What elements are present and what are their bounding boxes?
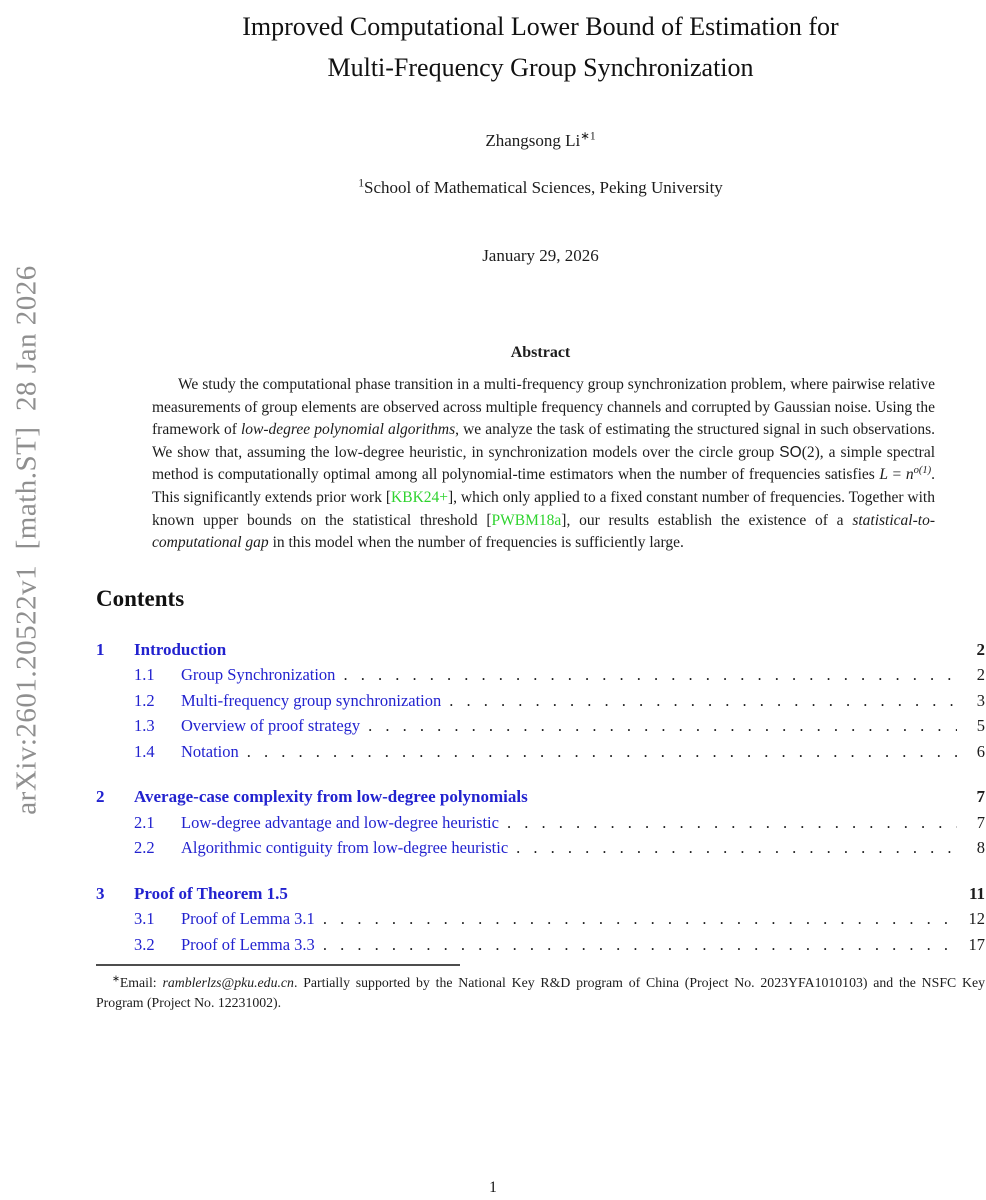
toc-subsection-title[interactable]: Group Synchronization — [181, 665, 336, 685]
text-segment: ], our results establish the existence of a — [561, 511, 853, 529]
abstract-heading: Abstract — [510, 344, 571, 361]
text-segment: SO — [779, 443, 802, 461]
affiliation-superscript: 1 — [358, 176, 364, 190]
toc-subsection-number: 1.4 — [134, 741, 155, 761]
toc-subsection-1-1[interactable] — [96, 662, 985, 688]
text-segment: ramblerlzs@pku.edu.cn — [162, 975, 294, 991]
toc-page-number: 3 — [976, 690, 985, 710]
toc-dot-leader — [516, 835, 957, 861]
author-line — [96, 131, 985, 151]
footnote-rule — [96, 964, 460, 966]
toc-subsection-2-2[interactable] — [96, 835, 985, 861]
toc-subsection-number: 3.1 — [134, 909, 155, 929]
toc-page-number: 12 — [968, 909, 985, 929]
date: January 29, 2026 — [482, 246, 599, 265]
toc-subsection-number: 1.1 — [134, 665, 155, 685]
toc-subsection-1-3[interactable] — [96, 713, 985, 739]
toc-page-number: 8 — [976, 838, 985, 858]
toc-dot-leader — [343, 662, 957, 688]
toc-subsection-number: 2.1 — [134, 812, 155, 832]
author-superscript: ∗1 — [580, 129, 596, 143]
toc-dot-leader — [323, 906, 957, 932]
toc-subsection-title[interactable]: Algorithmic contiguity from low-degree heuristic — [181, 838, 509, 858]
toc-section-number: 3 — [96, 883, 105, 903]
text-segment: Email: — [119, 975, 163, 991]
toc-subsection-title[interactable]: Multi-frequency group synchronization — [181, 690, 442, 710]
text-segment: . This significantly extends prior work [ — [152, 466, 935, 506]
text-segment: We study the computational phase transition in a multi-frequency group synchronization problem, where pairwise relative measurements of group elements are observed across multiple frequency channels and corrupted by Gaussian noise. Using the framework of — [152, 376, 935, 439]
text-segment: statistical-to-computational gap — [152, 511, 935, 552]
toc-dot-leader — [247, 739, 957, 765]
toc-section-number: 2 — [96, 787, 105, 807]
toc-subsection-title[interactable]: Proof of Lemma 3.3 — [181, 934, 315, 954]
author-name: Zhangsong Li — [485, 131, 581, 150]
toc-subsection-title[interactable]: Proof of Lemma 3.1 — [181, 909, 315, 929]
toc-dot-leader — [507, 810, 957, 836]
toc-subsection-title[interactable]: Low-degree advantage and low-degree heuristic — [181, 812, 499, 832]
main-column — [96, 0, 985, 1013]
toc-dot-leader — [449, 688, 957, 714]
text-segment: , we analyze the task of estimating the structured signal in such observations. We show that, assuming the low-degree heuristic, in synchronization models over the circle group — [152, 421, 936, 461]
arxiv-watermark: arXiv:2601.20522v1 [math.ST] 28 Jan 2026 — [10, 265, 43, 815]
toc-section-title[interactable]: Average-case complexity from low-degree polynomials — [134, 787, 528, 807]
citation-link[interactable]: PWBM18a — [491, 511, 562, 529]
toc-page-number: 11 — [968, 883, 985, 903]
toc-section-2[interactable] — [96, 784, 985, 810]
text-segment: (2), a simple spectral method is computationally optimal among all polynomial-time estimators when the number of frequencies satisfies — [152, 443, 936, 484]
toc-subsection-number: 1.3 — [134, 716, 155, 736]
paper-title — [96, 6, 985, 88]
toc-subsection-3-2[interactable] — [96, 932, 985, 958]
text-segment: n — [905, 466, 914, 484]
toc-subsection-2-1[interactable] — [96, 810, 985, 836]
toc-subsection-title[interactable]: Notation — [181, 741, 239, 761]
affiliation-line — [96, 178, 985, 198]
toc-section-title[interactable]: Introduction — [134, 639, 227, 659]
toc-subsection-number: 1.2 — [134, 690, 155, 710]
toc-subsection-1-2[interactable] — [96, 688, 985, 714]
toc-page-number: 6 — [976, 741, 985, 761]
toc-section-3[interactable] — [96, 881, 985, 907]
text-segment: low-degree polynomial algorithms — [241, 421, 456, 439]
text-segment: ], which only applied to a fixed constant number of frequencies. Together with known upper bounds on the statistical threshold [ — [152, 488, 935, 529]
paper-title-line2: Multi-Frequency Group Synchronization — [327, 53, 754, 82]
toc-page-number: 17 — [968, 934, 985, 954]
footnote-text — [96, 973, 985, 1013]
toc-subsection-1-4[interactable] — [96, 739, 985, 765]
toc-dot-leader — [368, 713, 957, 739]
page-number: 1 — [489, 1179, 497, 1196]
toc-page-number: 7 — [976, 812, 985, 832]
toc-section-1[interactable] — [96, 637, 985, 663]
text-segment: in this model when the number of frequencies is sufficiently large. — [268, 534, 684, 552]
toc-subsection-title[interactable]: Overview of proof strategy — [181, 716, 361, 736]
toc-dot-leader — [323, 932, 957, 958]
toc-page-number: 7 — [976, 787, 985, 807]
text-segment: ∗ — [112, 974, 120, 985]
toc-subsection-number: 2.2 — [134, 838, 155, 858]
toc-page-number: 2 — [976, 665, 985, 685]
affiliation-text: School of Mathematical Sciences, Peking University — [363, 178, 723, 197]
citation-link[interactable]: KBK24+ — [391, 488, 448, 506]
toc-section-number: 1 — [96, 639, 105, 659]
table-of-contents — [96, 637, 985, 958]
text-segment: o(1) — [913, 465, 932, 477]
toc-page-number: 5 — [976, 716, 985, 736]
contents-heading: Contents — [96, 585, 185, 611]
toc-section-title[interactable]: Proof of Theorem 1.5 — [134, 883, 288, 903]
paper-title-line1: Improved Computational Lower Bound of Estimation for — [242, 12, 839, 41]
toc-page-number: 2 — [976, 639, 985, 659]
footnote-area — [96, 964, 985, 1013]
toc-subsection-number: 3.2 — [134, 934, 155, 954]
toc-subsection-3-1[interactable] — [96, 906, 985, 932]
text-segment: = — [887, 466, 906, 484]
text-segment: L — [879, 466, 888, 484]
text-segment: . Partially supported by the National Key R&D program of China (Project No. 2023YFA1010103) and the NSFC Key Program (Project No. 12231002). — [96, 975, 986, 1011]
abstract-text — [152, 374, 935, 555]
